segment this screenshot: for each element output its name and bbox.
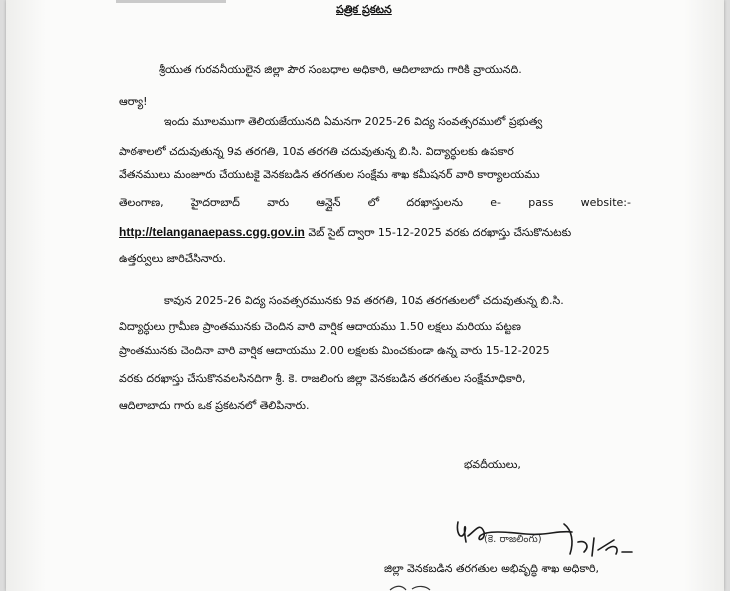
- signatory-name: (కె. రాజలింగు): [484, 534, 542, 545]
- para2-line4: వరకు దరఖాస్తు చేసుకొనవలసినదిగా శ్రీ. కె. రాజలింగు జిల్లా వెనకబడిన తరగతుల సంక్షేమాధికారి,: [119, 372, 526, 385]
- para1-line4-word: ఆన్లైన్: [316, 196, 341, 209]
- para2-line2: విద్యార్ధులు గ్రామీణ ప్రాంతమునకు చెందిన వారి వార్షిక ఆదాయము 1.50 లక్షలు మరియు పట్టణ: [119, 320, 522, 333]
- para1-line4-word: లో: [367, 196, 380, 209]
- signatory-designation: జిల్లా వెనకబడిన తరగతుల అభివృద్ధి శాఖ అధికారి,: [384, 562, 599, 575]
- para1-line4-word: దరఖాస్తులను: [406, 196, 463, 209]
- cropped-top-text: [116, 0, 226, 3]
- scan-shading-right: [684, 0, 724, 591]
- para2-line1: కావున 2025-26 విద్య సంవత్సరమునకు 9వ తరగతి, 10వ తరగతులలో చదువుతున్న బి.సి.: [164, 294, 564, 307]
- closing-yours-faithfully: భవదీయులు,: [464, 458, 521, 471]
- addressee-line: శ్రీయుత గురవనీయులైన జిల్లా పౌర సంబధాల అధికారి, ఆదిలాబాదు గారికి వ్రాయునది.: [159, 63, 522, 76]
- para1-line4-word: హైదరాబాద్: [190, 196, 240, 209]
- para2-line3: ప్రాంతమునకు చెందినా వారి వార్షిక ఆదాయము 2.00 లక్షలకు మించకుండా ఉన్న వారు 15-12-2025: [119, 344, 550, 357]
- para2-line5: ఆదిలాబాదు గారు ఒక ప్రకటనలో తెలిపినారు.: [119, 399, 310, 412]
- para1-line3: వేతనములు మంజూరు చేయుటకై వెనకబడిన తరగతుల సంక్షేమ శాఖ కమీషనర్ వారి కార్యాలయము: [119, 168, 540, 181]
- para1-line4-word: pass: [528, 196, 554, 209]
- handwritten-signature: [446, 512, 646, 562]
- epass-website-link[interactable]: http://telanganaepass.cgg.gov.in: [119, 225, 305, 239]
- para1-line6: ఉత్తర్వులు జారిచేసినారు.: [119, 252, 227, 265]
- para1-line4-word: e-: [490, 196, 501, 209]
- cropped-stamp-text: [386, 584, 446, 591]
- para1-line1: ఇందు మూలముగా తెలియజేయునది ఏమనగా 2025-26 విద్య సంవత్సరములో ప్రభుత్వ: [164, 115, 543, 128]
- para1-line5: [119, 225, 571, 240]
- salutation: ఆర్యా!: [119, 95, 148, 108]
- press-release-heading: పత్రిక ప్రకటన: [336, 3, 392, 16]
- para1-line2: పాఠశాలలో చదువుతున్న 9వ తరగతి, 10వ తరగతి చదువుతున్న బి.సి. విద్యార్ధులకు ఉపకార: [119, 145, 514, 158]
- para1-line4-word: తెలంగాణ,: [119, 196, 164, 209]
- para1-line4-word: వారు: [267, 196, 290, 209]
- para1-line5-rest: వెబ్ సైట్ ద్వారా 15-12-2025 వరకు దరఖాస్తు చేసుకొనుటకు: [308, 226, 572, 239]
- scan-shading-left: [6, 0, 46, 591]
- para1-line4: [119, 196, 631, 210]
- document-page: [6, 0, 724, 591]
- para1-line4-word: website:-: [580, 196, 631, 209]
